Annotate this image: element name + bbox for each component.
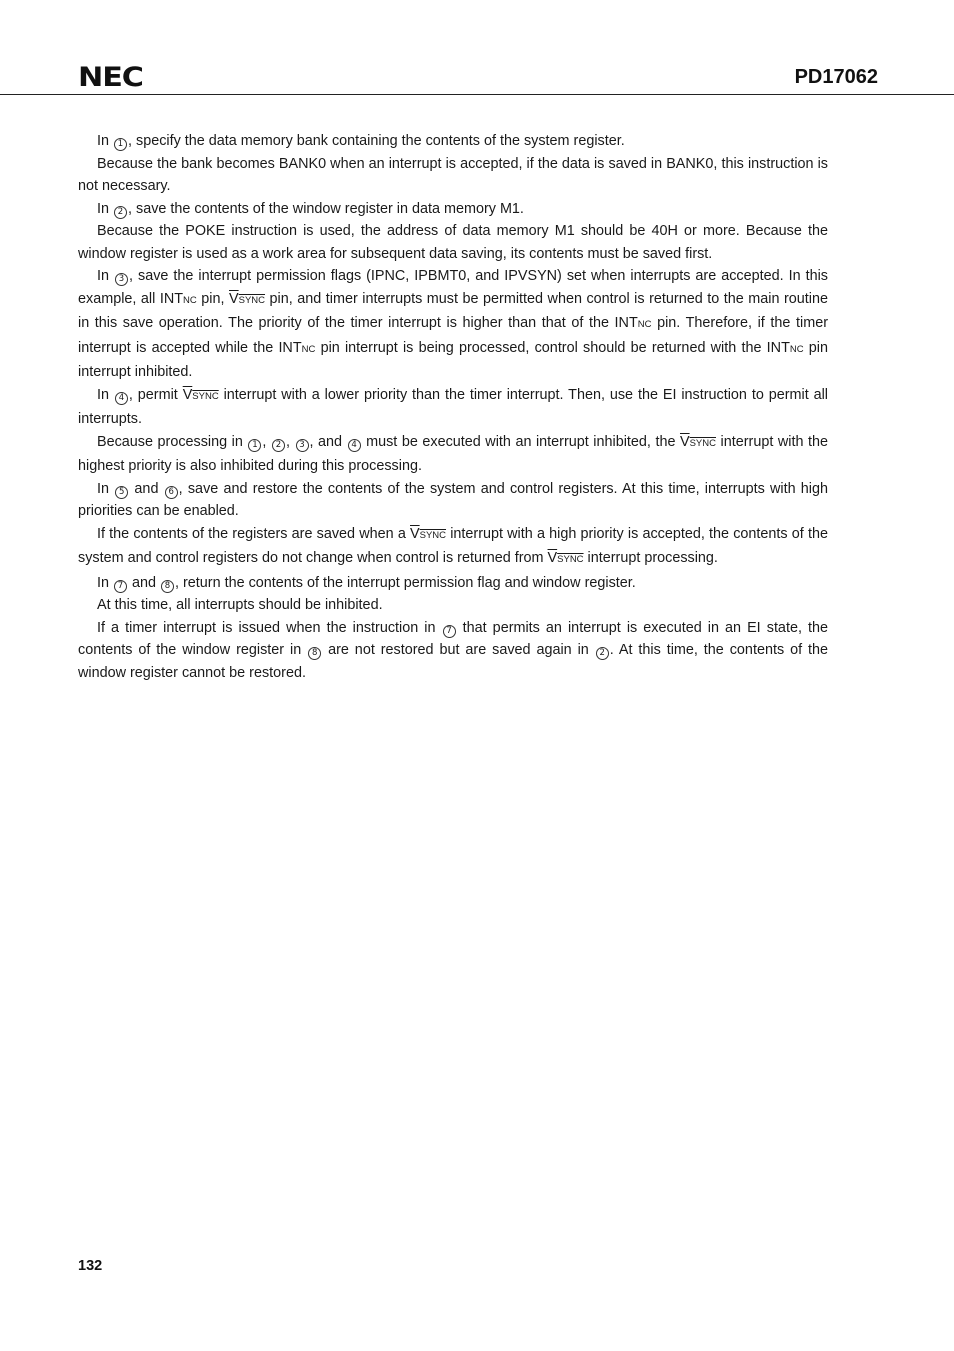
paragraph-4: Because the POKE instruction is used, the address of data memory M1 should be 40H or more. Because the window register is used as a work area for subsequent data saving, its contents must be saved first. [78, 223, 828, 262]
circled-1: 1 [114, 138, 127, 151]
circled-4: 4 [348, 439, 361, 452]
circled-5: 5 [115, 486, 128, 499]
circled-2: 2 [596, 647, 609, 660]
circled-8: 8 [308, 647, 321, 660]
paragraph-1: In 1 , specify the data memory bank containing the contents of the system register. [97, 133, 625, 149]
paragraph-2: Because the bank becomes BANK0 when an interrupt is accepted, if the data is saved in BANK0, this instruction is not necessary. [78, 155, 828, 194]
paragraph-9: If the contents of the registers are saved when a VSYNC interrupt with a high priority is accepted, the contents of the system and control registers do not change when control is returned from VSYNC interrupt processing. [78, 525, 828, 566]
paragraph-7: Because processing in 1 , 2 , 3 , and 4 must be executed with an interrupt inhibited, the VSYNC interrupt with the highest priority is also inhibited during this processing. [78, 433, 828, 474]
circled-1: 1 [248, 439, 261, 452]
circled-2: 2 [114, 206, 127, 219]
header-rule [0, 94, 954, 95]
circled-3: 3 [115, 273, 128, 286]
paragraph-8: In 5 and 6 , save and restore the contents of the system and control registers. At this time, interrupts with high priorities can be enabled. [78, 480, 828, 519]
paragraph-6: In 4 , permit VSYNC interrupt with a lower priority than the timer interrupt. Then, use the EI instruction to permit all interrupts. [78, 386, 829, 427]
circled-7: 7 [114, 580, 127, 593]
body-text [78, 130, 828, 684]
vsync-signal: VSYNC [547, 550, 584, 566]
vsync-signal: VSYNC [410, 525, 447, 542]
circled-3: 3 [296, 439, 309, 452]
circled-4: 4 [115, 392, 128, 405]
vsync-signal: VSYNC [182, 386, 219, 403]
circled-8: 8 [161, 580, 174, 593]
page-number: 132 [78, 1258, 103, 1274]
paragraph-11: At this time, all interrupts should be inhibited. [97, 597, 383, 613]
paragraph-3: In 2 , save the contents of the window register in data memory M1. [97, 200, 524, 217]
paragraph-5: In 3 , save the interrupt permission flags (IPNC, IPBMT0, and IPVSYN) set when interrupts are accepted. In this example, all INTNC pin, VSYNC pin, and timer interrupts must be permitted when control is returned to the main routine in this save operation. The priority of the timer interrupt is higher than that of the INTNC pin. Therefore, if the timer interrupt is accepted while the INTNC pin interrupt is being processed, control should be returned with the INTNC pin interrupt inhibited. [78, 268, 829, 380]
vsync-signal: VSYNC [229, 290, 266, 307]
circled-2: 2 [272, 439, 285, 452]
circled-6: 6 [165, 486, 178, 499]
circled-7: 7 [443, 625, 456, 638]
nec-logo: NEC [78, 62, 143, 93]
paragraph-10: In 7 and 8 , return the contents of the interrupt permission flag and window register. [97, 574, 636, 591]
vsync-signal: VSYNC [679, 433, 716, 450]
part-number: PD17062 [794, 66, 878, 88]
paragraph-12: If a timer interrupt is issued when the instruction in 7 that permits an interrupt is executed in an EI state, the contents of the window register in 8 are not restored but are saved again in 2 . At this time, the contents of the window register cannot be restored. [78, 619, 829, 681]
